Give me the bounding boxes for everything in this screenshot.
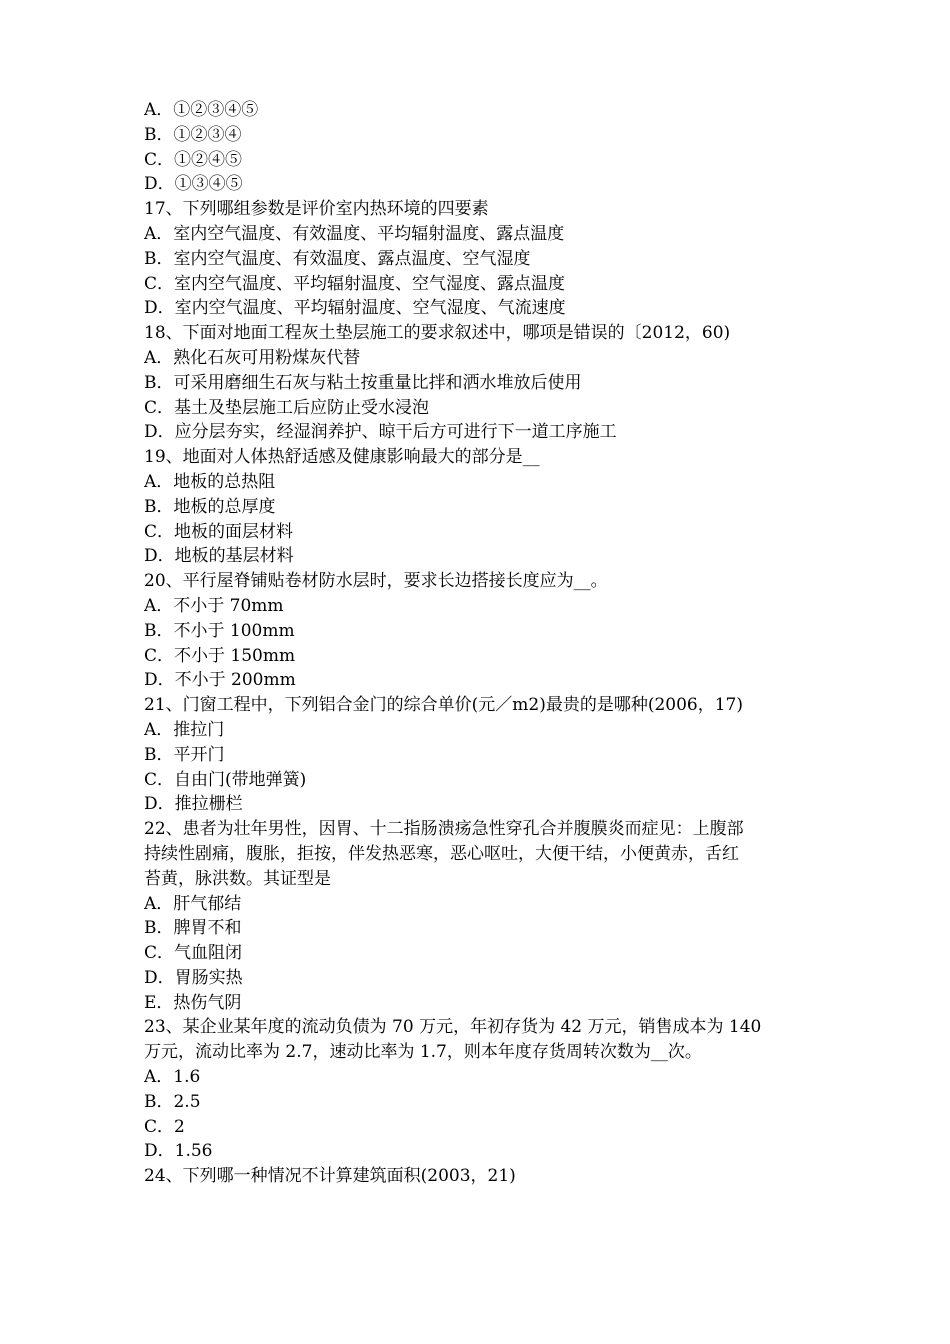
option-d-q16: D．①③④⑤ — [144, 174, 243, 195]
question-22-line-3: 苔黄，脉洪数。其证型是 — [144, 868, 331, 889]
question-23-line-1: 23、某企业某年度的流动负债为 70 万元，年初存货为 42 万元，销售成本为 140 — [144, 1017, 762, 1038]
option-d-q23: D．1.56 — [144, 1141, 213, 1162]
option-d-q22: D．胃肠实热 — [144, 967, 243, 988]
question-18: 18、下面对地面工程灰土垫层施工的要求叙述中，哪项是错误的〔2012，60) — [144, 323, 731, 344]
option-e-q22: E．热伤气阴 — [144, 992, 242, 1013]
question-20: 20、平行屋脊铺贴卷材防水层时，要求长边搭接长度应为__。 — [144, 571, 608, 592]
option-d-q20: D．不小于 200mm — [144, 670, 296, 691]
option-c-q22: C．气血阻闭 — [144, 943, 243, 964]
question-21: 21、门窗工程中，下列铝合金门的综合单价(元／m2)最贵的是哪种(2006，17) — [144, 695, 743, 716]
option-b-q19: B．地板的总厚度 — [144, 496, 276, 517]
option-b-q16: B．①②③④ — [144, 124, 242, 145]
option-c-q21: C．自由门(带地弹簧) — [144, 769, 307, 790]
option-a-q23: A．1.6 — [144, 1067, 201, 1088]
question-24: 24、下列哪一种情况不计算建筑面积(2003，21) — [144, 1166, 516, 1187]
document-page — [144, 98, 816, 1189]
option-c-q19: C．地板的面层材料 — [144, 521, 294, 542]
option-b-q21: B．平开门 — [144, 744, 225, 765]
question-23-line-2: 万元，流动比率为 2.7，速动比率为 1.7，则本年度存货周转次数为__次。 — [144, 1042, 702, 1063]
option-d-q17: D．室内空气温度、平均辐射温度、空气湿度、气流速度 — [144, 298, 566, 319]
option-c-q20: C．不小于 150mm — [144, 645, 296, 666]
option-d-q18: D．应分层夯实，经湿润养护、晾干后方可进行下一道工序施工 — [144, 422, 617, 443]
option-b-q18: B．可采用磨细生石灰与粘土按重量比拌和洒水堆放后使用 — [144, 372, 582, 393]
question-19: 19、地面对人体热舒适感及健康影响最大的部分是__ — [144, 447, 540, 468]
question-22-line-2: 持续性剧痛，腹胀，拒按，伴发热恶寒，恶心呕吐，大便干结，小便黄赤，舌红 — [144, 843, 739, 864]
option-a-q19: A．地板的总热阻 — [144, 471, 276, 492]
option-d-q19: D．地板的基层材料 — [144, 546, 294, 567]
option-c-q23: C．2 — [144, 1116, 185, 1137]
option-b-q23: B．2.5 — [144, 1091, 201, 1112]
option-a-q21: A．推拉门 — [144, 719, 225, 740]
option-a-q18: A．熟化石灰可用粉煤灰代替 — [144, 347, 361, 368]
option-b-q17: B．室内空气温度、有效温度、露点温度、空气湿度 — [144, 248, 531, 269]
option-b-q22: B．脾胃不和 — [144, 918, 242, 939]
question-22-line-1: 22、患者为壮年男性，因胃、十二指肠溃疡急性穿孔合并腹膜炎而症见：上腹部 — [144, 819, 744, 840]
option-c-q17: C．室内空气温度、平均辐射温度、空气湿度、露点温度 — [144, 273, 566, 294]
option-c-q18: C．基土及垫层施工后应防止受水浸泡 — [144, 397, 430, 418]
option-a-q20: A．不小于 70mm — [144, 595, 284, 616]
option-a-q16: A．①②③④⑤ — [144, 100, 259, 120]
question-17: 17、下列哪组参数是评价室内热环境的四要素 — [144, 199, 489, 220]
option-c-q16: C．①②④⑤ — [144, 149, 243, 170]
option-d-q21: D．推拉栅栏 — [144, 794, 243, 815]
option-a-q17: A．室内空气温度、有效温度、平均辐射温度、露点温度 — [144, 223, 565, 244]
option-b-q20: B．不小于 100mm — [144, 620, 295, 641]
option-a-q22: A．肝气郁结 — [144, 893, 242, 914]
